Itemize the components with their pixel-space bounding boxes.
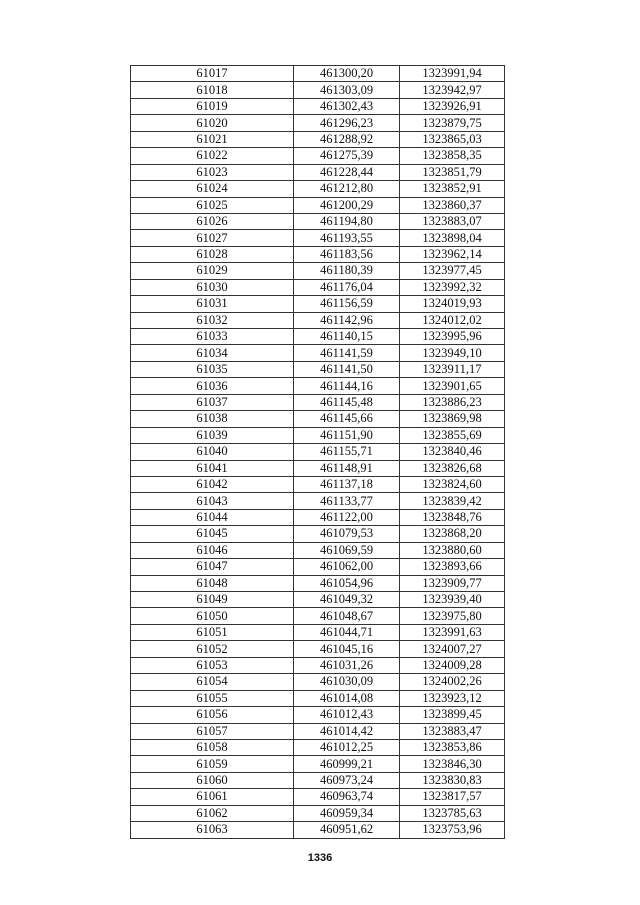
x-coordinate-cell: 461054,96 — [294, 575, 400, 591]
x-coordinate-cell: 461142,96 — [294, 312, 400, 328]
point-number-cell: 61020 — [131, 115, 294, 131]
point-number-cell: 61022 — [131, 148, 294, 164]
point-number-cell: 61019 — [131, 98, 294, 114]
point-number-cell: 61052 — [131, 641, 294, 657]
x-coordinate-cell: 461176,04 — [294, 279, 400, 295]
table-row — [131, 674, 505, 690]
y-coordinate-cell: 1323839,42 — [400, 493, 505, 509]
x-coordinate-cell: 461049,32 — [294, 592, 400, 608]
table-row — [131, 592, 505, 608]
point-number-cell: 61042 — [131, 476, 294, 492]
point-number-cell: 61040 — [131, 444, 294, 460]
table-row — [131, 444, 505, 460]
y-coordinate-cell: 1323851,79 — [400, 164, 505, 180]
point-number-cell: 61058 — [131, 739, 294, 755]
point-number-cell: 61059 — [131, 756, 294, 772]
page-number: 1336 — [307, 852, 333, 864]
y-coordinate-cell: 1323893,66 — [400, 559, 505, 575]
table-row — [131, 707, 505, 723]
y-coordinate-cell: 1324019,93 — [400, 296, 505, 312]
y-coordinate-cell: 1323898,04 — [400, 230, 505, 246]
point-number-cell: 61051 — [131, 624, 294, 640]
x-coordinate-cell: 461151,90 — [294, 427, 400, 443]
y-coordinate-cell: 1323939,40 — [400, 592, 505, 608]
x-coordinate-cell: 461069,59 — [294, 542, 400, 558]
table-row — [131, 559, 505, 575]
x-coordinate-cell: 461062,00 — [294, 559, 400, 575]
x-coordinate-cell: 460951,62 — [294, 822, 400, 838]
table-row — [131, 197, 505, 213]
x-coordinate-cell: 461141,50 — [294, 361, 400, 377]
point-number-cell: 61035 — [131, 361, 294, 377]
y-coordinate-cell: 1323883,07 — [400, 213, 505, 229]
y-coordinate-cell: 1323848,76 — [400, 509, 505, 525]
point-number-cell: 61039 — [131, 427, 294, 443]
y-coordinate-cell: 1323886,23 — [400, 394, 505, 410]
point-number-cell: 61031 — [131, 296, 294, 312]
table-row — [131, 493, 505, 509]
point-number-cell: 61029 — [131, 263, 294, 279]
table-row — [131, 131, 505, 147]
point-number-cell: 61048 — [131, 575, 294, 591]
point-number-cell: 61045 — [131, 526, 294, 542]
y-coordinate-cell: 1324002,26 — [400, 674, 505, 690]
point-number-cell: 61030 — [131, 279, 294, 295]
table-row — [131, 246, 505, 262]
y-coordinate-cell: 1323853,86 — [400, 739, 505, 755]
x-coordinate-cell: 461228,44 — [294, 164, 400, 180]
table-row — [131, 739, 505, 755]
point-number-cell: 61055 — [131, 690, 294, 706]
x-coordinate-cell: 461275,39 — [294, 148, 400, 164]
table-row — [131, 263, 505, 279]
point-number-cell: 61026 — [131, 213, 294, 229]
point-number-cell: 61060 — [131, 772, 294, 788]
y-coordinate-cell: 1323869,98 — [400, 411, 505, 427]
x-coordinate-cell: 461045,16 — [294, 641, 400, 657]
table-row — [131, 624, 505, 640]
point-number-cell: 61044 — [131, 509, 294, 525]
y-coordinate-cell: 1323860,37 — [400, 197, 505, 213]
y-coordinate-cell: 1323977,45 — [400, 263, 505, 279]
y-coordinate-cell: 1323852,91 — [400, 181, 505, 197]
x-coordinate-cell: 461044,71 — [294, 624, 400, 640]
table-row — [131, 657, 505, 673]
y-coordinate-cell: 1323883,47 — [400, 723, 505, 739]
x-coordinate-cell: 461183,56 — [294, 246, 400, 262]
y-coordinate-cell: 1323899,45 — [400, 707, 505, 723]
table-row — [131, 822, 505, 838]
point-number-cell: 61056 — [131, 707, 294, 723]
point-number-cell: 61047 — [131, 559, 294, 575]
x-coordinate-cell: 461302,43 — [294, 98, 400, 114]
y-coordinate-cell: 1323840,46 — [400, 444, 505, 460]
point-number-cell: 61024 — [131, 181, 294, 197]
x-coordinate-cell: 461014,42 — [294, 723, 400, 739]
x-coordinate-cell: 461300,20 — [294, 66, 400, 82]
y-coordinate-cell: 1323824,60 — [400, 476, 505, 492]
x-coordinate-cell: 461200,29 — [294, 197, 400, 213]
point-number-cell: 61021 — [131, 131, 294, 147]
y-coordinate-cell: 1323880,60 — [400, 542, 505, 558]
table-row — [131, 329, 505, 345]
y-coordinate-cell: 1323865,03 — [400, 131, 505, 147]
table-row — [131, 526, 505, 542]
point-number-cell: 61038 — [131, 411, 294, 427]
y-coordinate-cell: 1323992,32 — [400, 279, 505, 295]
x-coordinate-cell: 461012,25 — [294, 739, 400, 755]
table-row — [131, 772, 505, 788]
point-number-cell: 61057 — [131, 723, 294, 739]
x-coordinate-cell: 460973,24 — [294, 772, 400, 788]
x-coordinate-cell: 461137,18 — [294, 476, 400, 492]
table-row — [131, 66, 505, 82]
x-coordinate-cell: 460959,34 — [294, 805, 400, 821]
point-number-cell: 61046 — [131, 542, 294, 558]
y-coordinate-cell: 1323923,12 — [400, 690, 505, 706]
table-row — [131, 230, 505, 246]
table-row — [131, 82, 505, 98]
x-coordinate-cell: 461141,59 — [294, 345, 400, 361]
table-row — [131, 476, 505, 492]
table-row — [131, 148, 505, 164]
y-coordinate-cell: 1323991,63 — [400, 624, 505, 640]
table-row — [131, 641, 505, 657]
point-number-cell: 61027 — [131, 230, 294, 246]
y-coordinate-cell: 1323991,94 — [400, 66, 505, 82]
x-coordinate-cell: 461030,09 — [294, 674, 400, 690]
point-number-cell: 61043 — [131, 493, 294, 509]
table-row — [131, 312, 505, 328]
point-number-cell: 61049 — [131, 592, 294, 608]
x-coordinate-cell: 461133,77 — [294, 493, 400, 509]
table-row — [131, 756, 505, 772]
table-row — [131, 98, 505, 114]
table-row — [131, 608, 505, 624]
point-number-cell: 61018 — [131, 82, 294, 98]
y-coordinate-cell: 1323846,30 — [400, 756, 505, 772]
coordinates-table — [130, 65, 505, 839]
y-coordinate-cell: 1323858,35 — [400, 148, 505, 164]
table-row — [131, 723, 505, 739]
x-coordinate-cell: 461140,15 — [294, 329, 400, 345]
table-row — [131, 164, 505, 180]
y-coordinate-cell: 1323975,80 — [400, 608, 505, 624]
table-row — [131, 213, 505, 229]
table-row — [131, 296, 505, 312]
point-number-cell: 61061 — [131, 789, 294, 805]
y-coordinate-cell: 1323830,83 — [400, 772, 505, 788]
x-coordinate-cell: 461079,53 — [294, 526, 400, 542]
y-coordinate-cell: 1323962,14 — [400, 246, 505, 262]
x-coordinate-cell: 461180,39 — [294, 263, 400, 279]
y-coordinate-cell: 1323753,96 — [400, 822, 505, 838]
y-coordinate-cell: 1323942,97 — [400, 82, 505, 98]
table-row — [131, 181, 505, 197]
x-coordinate-cell: 461014,08 — [294, 690, 400, 706]
point-number-cell: 61032 — [131, 312, 294, 328]
table-row — [131, 427, 505, 443]
x-coordinate-cell: 461212,80 — [294, 181, 400, 197]
point-number-cell: 61034 — [131, 345, 294, 361]
x-coordinate-cell: 461296,23 — [294, 115, 400, 131]
y-coordinate-cell: 1323826,68 — [400, 460, 505, 476]
table-row — [131, 361, 505, 377]
x-coordinate-cell: 461122,00 — [294, 509, 400, 525]
x-coordinate-cell: 461148,91 — [294, 460, 400, 476]
x-coordinate-cell: 461303,09 — [294, 82, 400, 98]
table-row — [131, 115, 505, 131]
y-coordinate-cell: 1323817,57 — [400, 789, 505, 805]
x-coordinate-cell: 461156,59 — [294, 296, 400, 312]
x-coordinate-cell: 461048,67 — [294, 608, 400, 624]
table-row — [131, 411, 505, 427]
y-coordinate-cell: 1324007,27 — [400, 641, 505, 657]
y-coordinate-cell: 1323911,17 — [400, 361, 505, 377]
point-number-cell: 61037 — [131, 394, 294, 410]
point-number-cell: 61017 — [131, 66, 294, 82]
x-coordinate-cell: 461144,16 — [294, 378, 400, 394]
point-number-cell: 61063 — [131, 822, 294, 838]
y-coordinate-cell: 1323868,20 — [400, 526, 505, 542]
y-coordinate-cell: 1324012,02 — [400, 312, 505, 328]
point-number-cell: 61041 — [131, 460, 294, 476]
y-coordinate-cell: 1323785,63 — [400, 805, 505, 821]
x-coordinate-cell: 461012,43 — [294, 707, 400, 723]
table-row — [131, 509, 505, 525]
table-row — [131, 279, 505, 295]
table-row — [131, 345, 505, 361]
y-coordinate-cell: 1323995,96 — [400, 329, 505, 345]
point-number-cell: 61050 — [131, 608, 294, 624]
point-number-cell: 61025 — [131, 197, 294, 213]
coordinates-table-body — [131, 66, 505, 839]
y-coordinate-cell: 1323949,10 — [400, 345, 505, 361]
table-row — [131, 805, 505, 821]
table-row — [131, 575, 505, 591]
x-coordinate-cell: 461145,66 — [294, 411, 400, 427]
x-coordinate-cell: 461193,55 — [294, 230, 400, 246]
x-coordinate-cell: 461145,48 — [294, 394, 400, 410]
table-row — [131, 690, 505, 706]
y-coordinate-cell: 1323909,77 — [400, 575, 505, 591]
y-coordinate-cell: 1323855,69 — [400, 427, 505, 443]
y-coordinate-cell: 1324009,28 — [400, 657, 505, 673]
x-coordinate-cell: 460999,21 — [294, 756, 400, 772]
point-number-cell: 61023 — [131, 164, 294, 180]
point-number-cell: 61033 — [131, 329, 294, 345]
point-number-cell: 61062 — [131, 805, 294, 821]
x-coordinate-cell: 461031,26 — [294, 657, 400, 673]
x-coordinate-cell: 461194,80 — [294, 213, 400, 229]
x-coordinate-cell: 461288,92 — [294, 131, 400, 147]
point-number-cell: 61053 — [131, 657, 294, 673]
point-number-cell: 61036 — [131, 378, 294, 394]
table-row — [131, 394, 505, 410]
table-row — [131, 460, 505, 476]
y-coordinate-cell: 1323901,65 — [400, 378, 505, 394]
point-number-cell: 61028 — [131, 246, 294, 262]
table-row — [131, 542, 505, 558]
y-coordinate-cell: 1323926,91 — [400, 98, 505, 114]
point-number-cell: 61054 — [131, 674, 294, 690]
table-row — [131, 378, 505, 394]
y-coordinate-cell: 1323879,75 — [400, 115, 505, 131]
table-row — [131, 789, 505, 805]
x-coordinate-cell: 460963,74 — [294, 789, 400, 805]
x-coordinate-cell: 461155,71 — [294, 444, 400, 460]
